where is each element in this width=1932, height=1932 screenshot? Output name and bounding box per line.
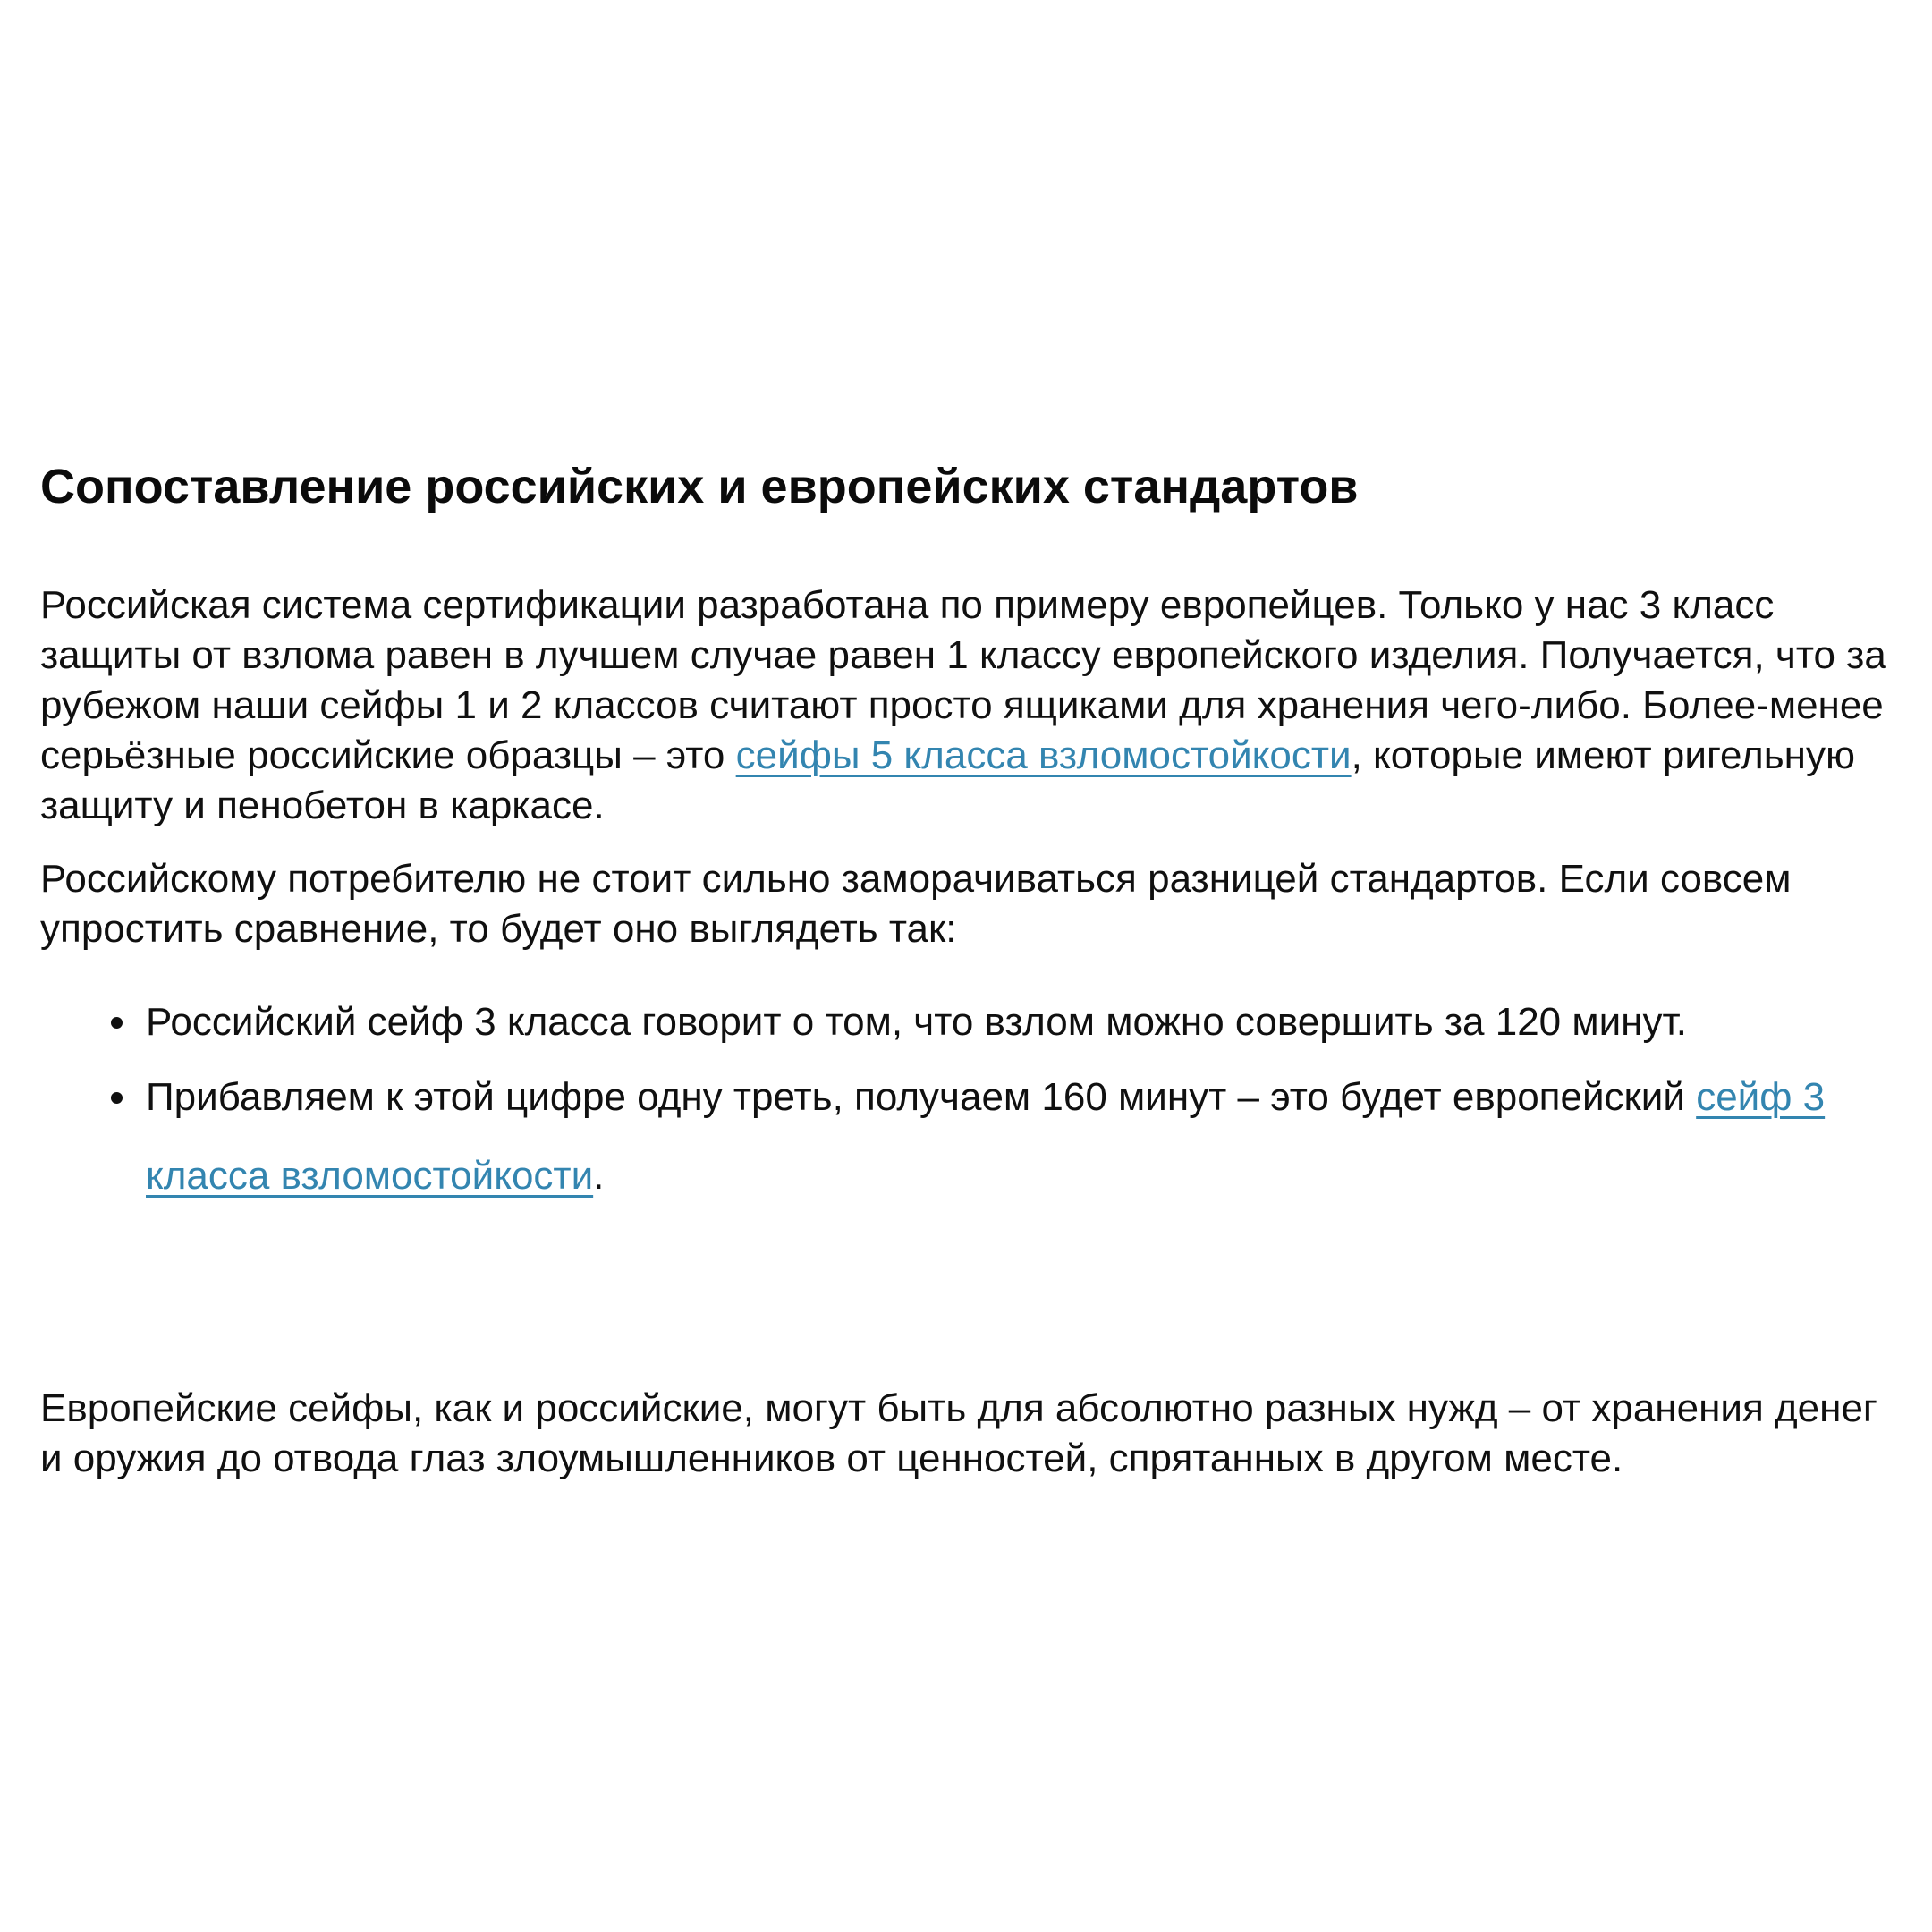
paragraph-text: Российская система сертификации разработана по примеру европейцев. Только у нас 3 класс защиты от взлома равен в лучшем случае равен 1 классу европейского изделия. Получается, что за рубежом наши сейфы 1 и 2 классов считают просто ящиками для хранения чего-либо. Более-менее серьёзные российские образцы – это: [40, 582, 1886, 777]
link-text-line[interactable]: сейф 3: [1696, 1074, 1826, 1119]
link-text-line[interactable]: класса взломостойкости: [146, 1153, 594, 1198]
paragraph-european-safes: Европейские сейфы, как и российские, могут быть для абсолютно разных нужд – от хранения денег и оружия до отвода глаз злоумышленников от ценностей, спрятанных в другом месте.: [40, 1385, 1877, 1480]
list-item-text: .: [593, 1153, 605, 1198]
comparison-list: [40, 997, 1892, 1216]
list-item-european-safe: [140, 1058, 1892, 1216]
paragraph-certification: [40, 580, 1892, 831]
paragraph-text: , которые имеют ригельную защиту и пенобетон в каркасе.: [40, 733, 1855, 827]
list-item-russian-safe: • Российский сейф 3 класса говорит о том, что взлом можно совершить за 120 минут.: [140, 997, 1892, 1047]
page-title: Сопоставление российских и европейских стандартов: [40, 460, 1359, 513]
list-item-text: Прибавляем к этой цифре одну треть, получаем 160 минут – это будет европейский: [146, 1074, 1697, 1119]
link-safes-class-5[interactable]: сейфы 5 класса взломостойкости: [735, 733, 1352, 777]
paragraph-comparison: Российскому потребителю не стоит сильно заморачиваться разницей стандартов. Если совсем упростить сравнение, то будет оно выглядеть так:: [40, 856, 1792, 951]
article: [40, 0, 1892, 1484]
